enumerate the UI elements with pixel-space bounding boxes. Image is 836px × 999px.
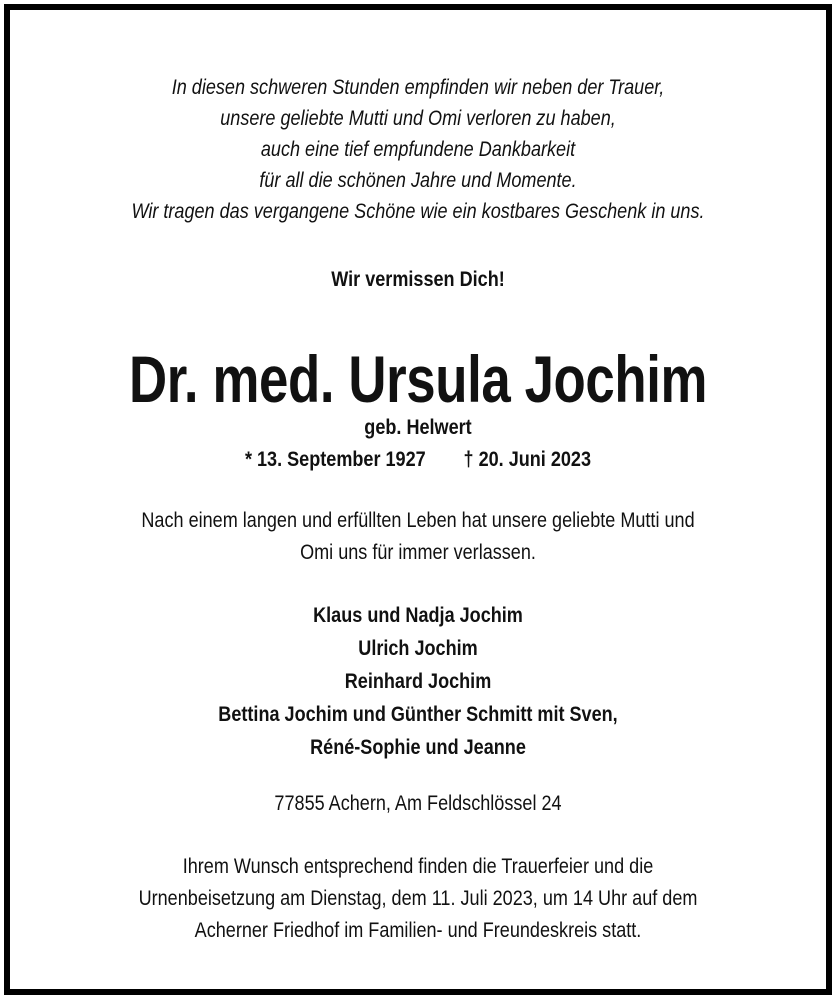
funeral-notice	[76, 851, 761, 947]
family-line: Klaus und Nadja Jochim	[313, 604, 523, 627]
family-address: 77855 Achern, Am Feldschlössel 24	[274, 792, 562, 815]
funeral-line: Urnenbeisetzung am Dienstag, dem 11. Juli 2023, um 14 Uhr auf dem	[138, 887, 698, 910]
message-line: Omi uns für immer verlassen.	[300, 541, 536, 564]
poem-line: unsere geliebte Mutti und Omi verloren zu haben,	[220, 107, 616, 130]
death-date: † 20. Juni 2023	[463, 448, 592, 471]
obituary-frame	[4, 4, 832, 995]
funeral-line: Ihrem Wunsch entsprechend finden die Trauerfeier und die	[182, 855, 654, 878]
family-line: Ulrich Jochim	[358, 637, 478, 660]
miss-you-line: Wir vermissen Dich!	[331, 268, 505, 291]
funeral-line: Acherner Friedhof im Familien- und Freundeskreis statt.	[194, 919, 642, 942]
family-line: Réné-Sophie und Jeanne	[310, 736, 526, 759]
life-dates	[76, 446, 761, 474]
birth-name: geb. Helwert	[364, 416, 472, 439]
birth-date: * 13. September 1927	[244, 448, 426, 471]
deceased-name: Dr. med. Ursula Jochim	[128, 342, 708, 416]
farewell-message	[76, 505, 761, 569]
family-signatures	[76, 599, 761, 764]
memorial-poem	[76, 72, 761, 227]
poem-line: auch eine tief empfundene Dankbarkeit	[260, 138, 576, 161]
poem-line: für all die schönen Jahre und Momente.	[259, 169, 577, 192]
family-line: Reinhard Jochim	[344, 670, 492, 693]
poem-line: In diesen schweren Stunden empfinden wir neben der Trauer,	[171, 76, 665, 99]
obituary-content	[20, 10, 816, 989]
family-line: Bettina Jochim und Günther Schmitt mit Sven,	[218, 703, 618, 726]
poem-line: Wir tragen das vergangene Schöne wie ein kostbares Geschenk in uns.	[131, 200, 705, 223]
message-line: Nach einem langen und erfüllten Leben hat unsere geliebte Mutti und	[141, 509, 695, 532]
